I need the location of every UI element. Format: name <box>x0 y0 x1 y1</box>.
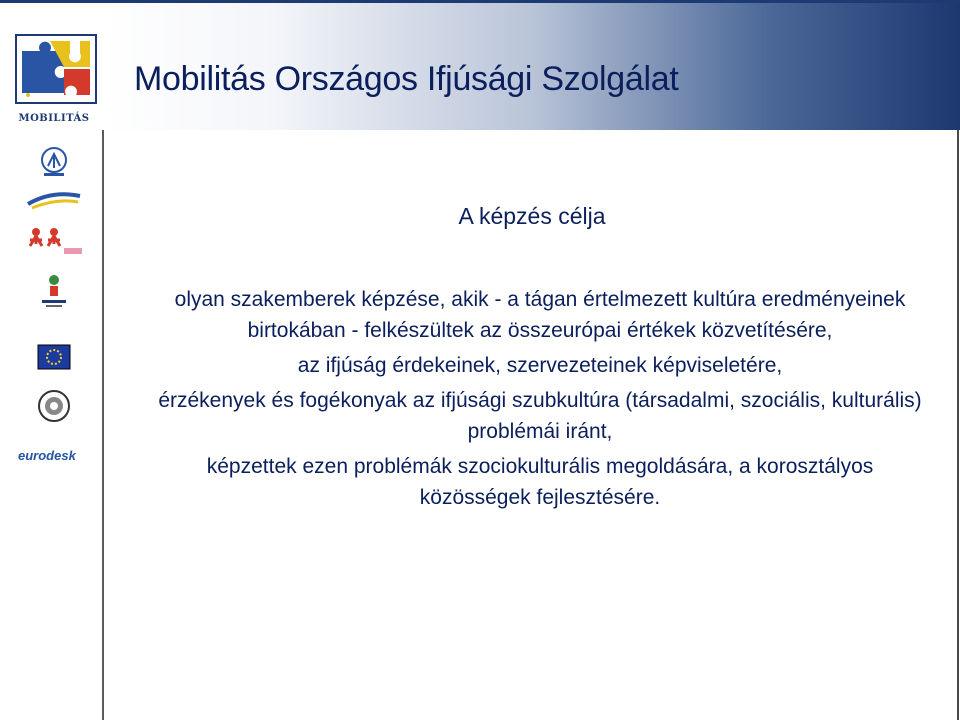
arisz-logo-icon <box>22 146 86 178</box>
body-paragraph: olyan szakemberek képzése, akik - a tágan értelmezett kultúra eredményeinek birtokában - felkészültek az összeurópai értékek közvetítésére, <box>174 288 906 342</box>
logo-wordmark: MOBILITÁS <box>18 113 90 124</box>
body-paragraph: képzettek ezen problémák szociokulturális megoldására, a korosztályos közösségek fejlesztésére. <box>206 455 874 509</box>
people-figures-logo-icon <box>22 226 86 258</box>
mobilitas-puzzle-logo-icon <box>14 33 98 105</box>
body-paragraph: érzékenyek és fogékonyak az ifjúsági szubkultúra (társadalmi, szociális, kulturális) problémái iránt, <box>158 389 922 443</box>
cyla-logo-icon <box>22 272 86 312</box>
logo-block <box>0 3 104 130</box>
body-paragraph: az ifjúság érdekeinek, szervezeteinek képviseletére, <box>297 354 783 377</box>
page-title: Mobilitás Országos Ifjúsági Szolgálat <box>134 60 679 98</box>
eu-swoosh-logo-icon <box>22 184 86 216</box>
partner-sidebar <box>0 130 102 720</box>
round-seal-icon <box>22 388 86 424</box>
slide-body <box>150 284 930 517</box>
slide-subtitle: A képzés célja <box>458 203 606 229</box>
eurodesk-logo-icon: eurodesk <box>18 448 76 463</box>
eu-flag-icon <box>22 344 86 370</box>
